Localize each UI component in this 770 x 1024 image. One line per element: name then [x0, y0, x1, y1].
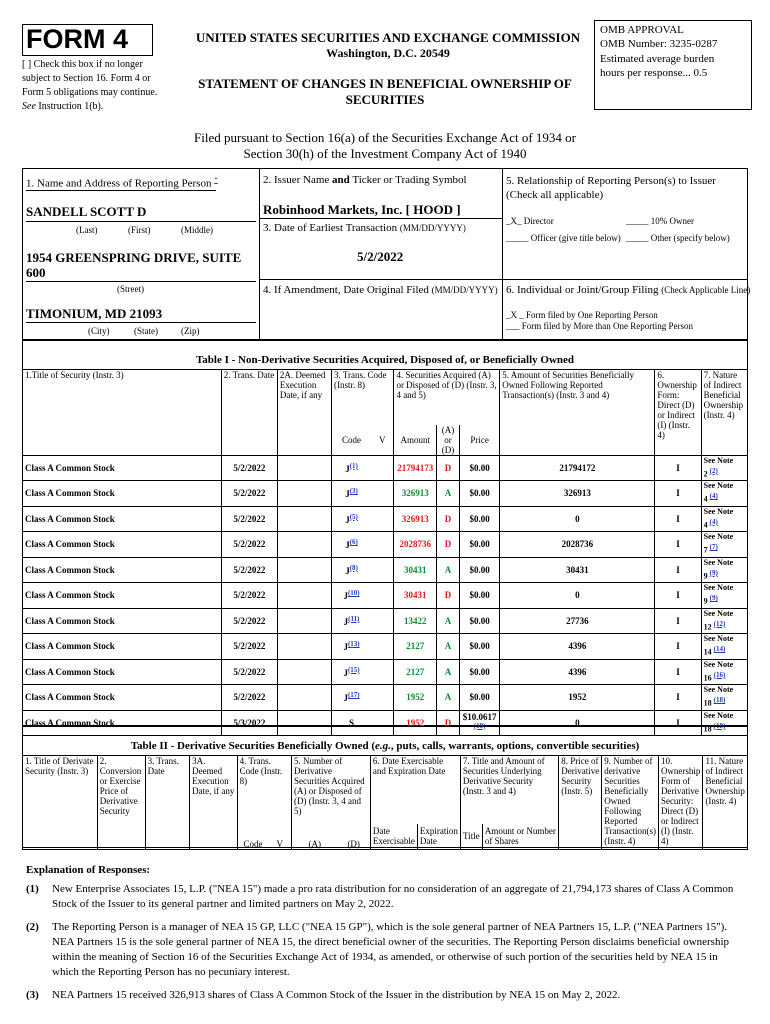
footnote-link[interactable]: (13) [347, 640, 360, 649]
cell-price: $0.00 [459, 455, 499, 481]
footnote-link[interactable]: (19) [473, 721, 486, 730]
t2-sub-date-exercisable: Date Exercisable [370, 824, 417, 850]
nature-text: See Note [703, 685, 734, 695]
cell-nature [701, 532, 747, 558]
nature-text: See Note [703, 583, 734, 593]
t1-sub-code: Code [332, 425, 372, 456]
cell-nature [701, 608, 747, 634]
table1-row [23, 685, 748, 711]
cell-v [371, 634, 394, 660]
cell-ad: A [437, 634, 460, 660]
cell-title: Class A Common Stock [23, 455, 222, 481]
footnote-link[interactable]: (12) [713, 619, 726, 628]
footnote-link[interactable]: (4) [709, 517, 718, 526]
footnote-link[interactable]: (18) [713, 696, 726, 705]
street-address: 1954 GREENSPRING DRIVE, SUITE 600 [26, 250, 242, 280]
cell-owned: 2028736 [500, 532, 655, 558]
cell-ad: A [437, 608, 460, 634]
table1-header-row [23, 370, 748, 425]
t2-sub-a: (A) [291, 824, 337, 850]
t1-h2: 2. Trans. Date [221, 370, 277, 456]
cell-title: Class A Common Stock [23, 608, 222, 634]
cell-ad: D [437, 455, 460, 481]
note-text: NEA Partners 15 received 326,913 shares of Class A Common Stock of the Issuer in the distribution by NEA 15 on May 2, 2022. [52, 989, 621, 1001]
cell-deemed-date [277, 532, 331, 558]
cell-price: $0.00 [459, 685, 499, 711]
cell-title: Class A Common Stock [23, 583, 222, 609]
table2-title [22, 740, 748, 752]
label-first: (First) [128, 225, 151, 235]
table1-row [23, 506, 748, 532]
cell-amount: 326913 [394, 506, 437, 532]
cell-v [371, 532, 394, 558]
cell-owned: 4396 [500, 659, 655, 685]
footnote-link[interactable]: (16) [713, 670, 726, 679]
cell-v [371, 481, 394, 507]
box1-star-link[interactable]: * [214, 176, 218, 184]
cell-ownership-form: I [655, 659, 701, 685]
explanation-heading: Explanation of Responses: [26, 864, 151, 876]
box4-label-text: 4. If Amendment, Date Original Filed [263, 284, 429, 296]
t2-h4: 4. Trans. Code (Instr. 8) [237, 756, 291, 824]
cell-ownership-form: I [655, 481, 701, 507]
note-number: (2) [26, 921, 39, 933]
table2-title-eg: e.g. [375, 740, 391, 752]
cell-ad: D [437, 532, 460, 558]
checkbox-note [22, 58, 172, 114]
cell-code: $J^{(6)}$ [332, 532, 372, 558]
nature-text: See Note [703, 634, 734, 644]
t2-h1: 1. Title of Derivate Security (Instr. 3) [23, 756, 98, 850]
checkbox-see: See [22, 101, 36, 112]
relationship-officer: _____ Officer (give title below) [506, 233, 621, 243]
cell-nature [701, 659, 747, 685]
footnote-link[interactable]: (10) [347, 589, 360, 598]
box4-format: (MM/DD/YYYY) [431, 285, 498, 295]
note-number: (3) [26, 989, 39, 1001]
cell-ownership-form: I [655, 455, 701, 481]
cell-amount: 2127 [394, 659, 437, 685]
agency-name: UNITED STATES SECURITIES AND EXCHANGE COMMISSION [195, 30, 581, 45]
cell-v [371, 583, 394, 609]
cell-ad: D [437, 710, 460, 736]
cell-ownership-form: I [655, 532, 701, 558]
footnote-link[interactable]: (9) [709, 594, 718, 603]
underline [26, 190, 216, 191]
nature-note-number: 18 [703, 724, 714, 734]
cell-price: $10.0617 $^{(19)}$ [459, 710, 499, 736]
footnote-link[interactable]: (3) [349, 487, 358, 496]
relationship-director: _X_ Director [506, 216, 554, 226]
t1-h6: 6. Ownership Form: Direct (D) or Indirect (I) (Instr. 4) [655, 370, 701, 456]
divider [502, 168, 503, 340]
footnote-link[interactable]: (14) [713, 645, 726, 654]
divider [259, 168, 260, 340]
underline [26, 322, 256, 323]
cell-deemed-date [277, 583, 331, 609]
filing-one-person: _X _ Form filed by One Reporting Person [506, 310, 658, 320]
t1-sub-amount: Amount [394, 425, 437, 456]
box3-label-text: 3. Date of Earliest Transaction [263, 222, 398, 234]
underline [26, 281, 256, 282]
cell-price: $0.00 [459, 634, 499, 660]
cell-owned: 0 [500, 506, 655, 532]
box6-label-text: 6. Individual or Joint/Group Filing [506, 284, 659, 296]
cell-code: $J^{(3)}$ [332, 481, 372, 507]
earliest-transaction-date: 5/2/2022 [357, 249, 404, 264]
agency-location: Washington, D.C. 20549 [326, 46, 450, 60]
explanation-note [26, 882, 742, 912]
cell-code: $J^{(5)}$ [332, 506, 372, 532]
cell-date: 5/2/2022 [221, 608, 277, 634]
footnote-link[interactable]: (9) [709, 568, 718, 577]
cell-date: 5/2/2022 [221, 481, 277, 507]
t2-h9: 9. Number of derivative Securities Beneficially Owned Following Reported Transaction(s) (Instr. 4) [602, 756, 659, 850]
checkbox-note-text: [ ] Check this box if no longer subject to Section 16. Form 4 or Form 5 obligations may continue. [22, 59, 158, 98]
explanation-notes [26, 882, 742, 1011]
cell-amount: 13422 [394, 608, 437, 634]
cell-v [371, 659, 394, 685]
t1-sub-v: V [371, 425, 394, 456]
cell-amount: 30431 [394, 583, 437, 609]
note-text: The Reporting Person is a manager of NEA 15 GP, LLC ("NEA 15 GP"), which is the sole general partner of NEA Partners 15, L.P. ("NEA Partners 15"). NEA Partners 15 is the sole general partner of NEA 15, the direct beneficial owner of the securities. The Reporting Person disclaims beneficial ownership within the meaning of Section 16 of the Securities Exchange Act of 1934, as amended, or otherwise of such portion of the securities held by NEA 15 in which the Reporting Person has no pecuniary interest. [52, 921, 730, 978]
cell-nature [701, 506, 747, 532]
cell-title: Class A Common Stock [23, 685, 222, 711]
t1-h5: 5. Amount of Securities Beneficially Owned Following Reported Transaction(s) (Instr. 3 and 4) [500, 370, 655, 456]
nature-text: See Note [703, 557, 734, 567]
cell-nature [701, 557, 747, 583]
nature-note-number: 4 [703, 495, 710, 505]
label-zip: (Zip) [181, 326, 200, 336]
omb-burden: Estimated average burden hours per response... 0.5 [600, 53, 715, 79]
city-address: TIMONIUM, MD 21093 [26, 306, 163, 321]
issuer-name: Robinhood Markets, Inc. [ HOOD ] [263, 202, 461, 217]
box2-label-a: 2. Issuer Name [263, 174, 330, 186]
nature-text: See Note [703, 455, 734, 465]
box2-label-b: Ticker or Trading Symbol [352, 174, 467, 186]
table1-row [23, 532, 748, 558]
footnote-link[interactable]: (7) [709, 543, 718, 552]
nature-text: See Note [703, 532, 734, 542]
cell-ad: A [437, 557, 460, 583]
filed-pursuant-2: Section 30(h) of the Investment Company Act of 1940 [243, 146, 527, 161]
cell-date: 5/2/2022 [221, 532, 277, 558]
cell-deemed-date [277, 685, 331, 711]
cell-title: Class A Common Stock [23, 710, 222, 736]
cell-title: Class A Common Stock [23, 659, 222, 685]
table2 [22, 755, 748, 850]
cell-date: 5/2/2022 [221, 634, 277, 660]
nature-note-number: 4 [703, 520, 710, 530]
cell-date: 5/2/2022 [221, 455, 277, 481]
cell-nature [701, 455, 747, 481]
footnote-link[interactable]: (15) [347, 665, 360, 674]
cell-ad: D [437, 506, 460, 532]
t2-h11: 11. Nature of Indirect Beneficial Ownership (Instr. 4) [703, 756, 748, 850]
nature-note-number: 9 [703, 597, 710, 607]
cell-code: $J^{(8)}$ [332, 557, 372, 583]
label-middle: (Middle) [181, 225, 213, 235]
table1-row [23, 481, 748, 507]
filed-pursuant-1: Filed pursuant to Section 16(a) of the Securities Exchange Act of 1934 or [194, 130, 576, 145]
divider [259, 279, 748, 280]
cell-price: $0.00 [459, 659, 499, 685]
cell-owned: 4396 [500, 634, 655, 660]
cell-price: $0.00 [459, 481, 499, 507]
cell-ad: A [437, 481, 460, 507]
nature-note-number: 18 [703, 699, 714, 709]
nature-text: See Note [703, 608, 734, 618]
box2-label-and: and [332, 174, 350, 186]
t2-h10: 10. Ownership Form of Derivative Security: Direct (D) or Indirect (I) (Instr. 4) [658, 756, 703, 850]
cell-ownership-form: I [655, 583, 701, 609]
cell-title: Class A Common Stock [23, 634, 222, 660]
table1 [22, 369, 748, 736]
cell-amount: 2127 [394, 634, 437, 660]
cell-deemed-date [277, 481, 331, 507]
cell-deemed-date [277, 659, 331, 685]
footnote-link[interactable]: (6) [349, 538, 358, 547]
t1-sub-ad: (A) or (D) [437, 425, 460, 456]
footnote-link[interactable]: (11) [348, 614, 360, 623]
t1-h2a: 2A. Deemed Execution Date, if any [277, 370, 331, 456]
table1-row [23, 583, 748, 609]
table2-title-b: , puts, calls, warrants, options, convertible securities) [390, 740, 640, 752]
cell-code: S [332, 710, 372, 736]
cell-title: Class A Common Stock [23, 506, 222, 532]
underline [26, 221, 256, 222]
cell-date: 5/2/2022 [221, 583, 277, 609]
divider [259, 218, 503, 219]
t2-sub-amount: Amount or Number of Shares [482, 824, 558, 850]
table1-title: Table I - Non-Derivative Securities Acquired, Disposed of, or Beneficially Owned [195, 354, 575, 366]
table2-header-row [23, 756, 748, 824]
cell-ownership-form: I [655, 557, 701, 583]
box5-label: 5. Relationship of Reporting Person(s) to Issuer (Check all applicable) [506, 175, 716, 201]
footnote-link[interactable]: (17) [347, 691, 360, 700]
cell-code: $J^{(15)}$ [332, 659, 372, 685]
t1-h4: 4. Securities Acquired (A) or Disposed of (D) (Instr. 3, 4 and 5) [394, 370, 500, 425]
table1-body [23, 455, 748, 736]
t2-h3a: 3A. Deemed Execution Date, if any [190, 756, 237, 850]
cell-amount: 1952 [394, 710, 437, 736]
t2-h3: 3. Trans. Date [145, 756, 190, 850]
cell-date: 5/2/2022 [221, 659, 277, 685]
cell-price: $0.00 [459, 532, 499, 558]
relationship-10pct-owner: _____ 10% Owner [626, 216, 694, 226]
explanation-note [26, 988, 742, 1003]
nature-note-number: 16 [703, 673, 714, 683]
t1-h3: 3. Trans. Code (Instr. 8) [332, 370, 394, 425]
box2-label [263, 174, 467, 186]
relationship-other: _____ Other (specify below) [626, 233, 730, 243]
nature-note-number: 2 [703, 469, 710, 479]
cell-ownership-form: I [655, 685, 701, 711]
cell-owned: 0 [500, 710, 655, 736]
box1-label [26, 176, 218, 190]
cell-owned: 326913 [500, 481, 655, 507]
cell-amount: 21794173 [394, 455, 437, 481]
cell-amount: 30431 [394, 557, 437, 583]
table1-row [23, 557, 748, 583]
cell-code: $J^{(11)}$ [332, 608, 372, 634]
t2-h7: 7. Title and Amount of Securities Underlying Derivative Security (Instr. 3 and 4) [460, 756, 558, 824]
footnote-link[interactable]: (1) [349, 461, 358, 470]
cell-title: Class A Common Stock [23, 532, 222, 558]
omb-approval: OMB APPROVAL [600, 24, 684, 36]
table2-title-a: Table II - Derivative Securities Beneficially Owned ( [130, 740, 376, 752]
t2-h8: 8. Price of Derivative Security (Instr. 5) [559, 756, 602, 850]
cell-amount: 2028736 [394, 532, 437, 558]
box1-label-text: 1. Name and Address of Reporting Person [26, 177, 212, 190]
cell-v [371, 455, 394, 481]
cell-nature [701, 634, 747, 660]
table1-row [23, 634, 748, 660]
cell-date: 5/2/2022 [221, 506, 277, 532]
reporting-person-name: SANDELL SCOTT D [26, 204, 147, 219]
t2-sub-title: Title [460, 824, 482, 850]
form-title: FORM 4 [26, 24, 129, 54]
table1-row [23, 455, 748, 481]
note-number: (1) [26, 883, 39, 895]
cell-ownership-form: I [655, 710, 701, 736]
cell-date: 5/3/2022 [221, 710, 277, 736]
cell-price: $0.00 [459, 506, 499, 532]
cell-ownership-form: I [655, 608, 701, 634]
cell-nature [701, 481, 747, 507]
cell-title: Class A Common Stock [23, 557, 222, 583]
cell-title: Class A Common Stock [23, 481, 222, 507]
t2-h2: 2. Conversion or Exercise Price of Derivative Security [97, 756, 145, 850]
checkbox-instr: Instruction 1(b). [38, 101, 104, 112]
cell-ownership-form: I [655, 634, 701, 660]
cell-date: 5/2/2022 [221, 685, 277, 711]
footnote-link[interactable]: (4) [709, 492, 718, 501]
t1-h7: 7. Nature of Indirect Beneficial Ownership (Instr. 4) [701, 370, 747, 456]
cell-v [371, 685, 394, 711]
table1-row [23, 608, 748, 634]
nature-note-number: 9 [703, 571, 710, 581]
footnote-link[interactable]: (8) [349, 563, 358, 572]
cell-deemed-date [277, 506, 331, 532]
cell-ad: D [437, 583, 460, 609]
nature-text: See Note [703, 481, 734, 491]
cell-deemed-date [277, 455, 331, 481]
box3-label [263, 222, 466, 234]
label-street: (Street) [117, 284, 144, 294]
cell-owned: 0 [500, 583, 655, 609]
cell-owned: 27736 [500, 608, 655, 634]
footnote-link[interactable]: (18) [713, 721, 726, 730]
filing-more-person: ___ Form filed by More than One Reporting Person [506, 321, 693, 331]
nature-note-number: 12 [703, 622, 714, 632]
cell-deemed-date [277, 557, 331, 583]
nature-note-number: 14 [703, 648, 714, 658]
t2-sub-d: (D) [337, 824, 370, 850]
footnote-link[interactable]: (2) [709, 466, 718, 475]
t1-h1: 1.Title of Security (Instr. 3) [23, 370, 222, 456]
box3-format: (MM/DD/YYYY) [399, 223, 466, 233]
nature-note-number: 7 [703, 546, 710, 556]
box6-note: (Check Applicable Line) [661, 285, 751, 295]
t2-h6: 6. Date Exercisable and Expiration Date [370, 756, 460, 824]
cell-code: $J^{(17)}$ [332, 685, 372, 711]
box4-label [263, 284, 498, 296]
explanation-note [26, 920, 742, 980]
omb-number: OMB Number: 3235-0287 [600, 38, 718, 50]
cell-v [371, 506, 394, 532]
nature-text: See Note [703, 710, 734, 720]
label-last: (Last) [76, 225, 98, 235]
cell-date: 5/2/2022 [221, 557, 277, 583]
cell-price: $0.00 [459, 608, 499, 634]
cell-owned: 1952 [500, 685, 655, 711]
cell-code: $J^{(10)}$ [332, 583, 372, 609]
cell-deemed-date [277, 608, 331, 634]
box6-label [506, 284, 750, 296]
t2-sub-code: Code [237, 824, 268, 850]
cell-amount: 1952 [394, 685, 437, 711]
footnote-link[interactable]: (5) [349, 512, 358, 521]
cell-v [371, 608, 394, 634]
statement-title: STATEMENT OF CHANGES IN BENEFICIAL OWNERSHIP OF SECURITIES [198, 76, 572, 107]
note-text: New Enterprise Associates 15, L.P. ("NEA 15") made a pro rata distribution for no consideration of an aggregate of 21,794,173 shares of Class A Common Stock of the Issuer to its general partner and limited partners on May 2, 2022. [52, 883, 734, 910]
label-state: (State) [134, 326, 158, 336]
table1-row [23, 659, 748, 685]
cell-ad: A [437, 685, 460, 711]
cell-code: $J^{(13)}$ [332, 634, 372, 660]
cell-nature [701, 583, 747, 609]
cell-code: $J^{(1)}$ [332, 455, 372, 481]
t1-sub-price: Price [459, 425, 499, 456]
cell-deemed-date [277, 634, 331, 660]
t2-sub-expiration-date: Expiration Date [417, 824, 460, 850]
cell-owned: 21794172 [500, 455, 655, 481]
cell-owned: 30431 [500, 557, 655, 583]
label-city: (City) [88, 326, 110, 336]
t2-sub-v: V [268, 824, 291, 850]
t2-h5: 5. Number of Derivative Securities Acquired (A) or Disposed of (D) (Instr. 3, 4 and 5) [291, 756, 370, 824]
nature-text: See Note [703, 506, 734, 516]
cell-nature [701, 685, 747, 711]
cell-amount: 326913 [394, 481, 437, 507]
cell-price: $0.00 [459, 557, 499, 583]
cell-ownership-form: I [655, 506, 701, 532]
cell-price: $0.00 [459, 583, 499, 609]
cell-ad: A [437, 659, 460, 685]
cell-v [371, 557, 394, 583]
nature-text: See Note [703, 659, 734, 669]
